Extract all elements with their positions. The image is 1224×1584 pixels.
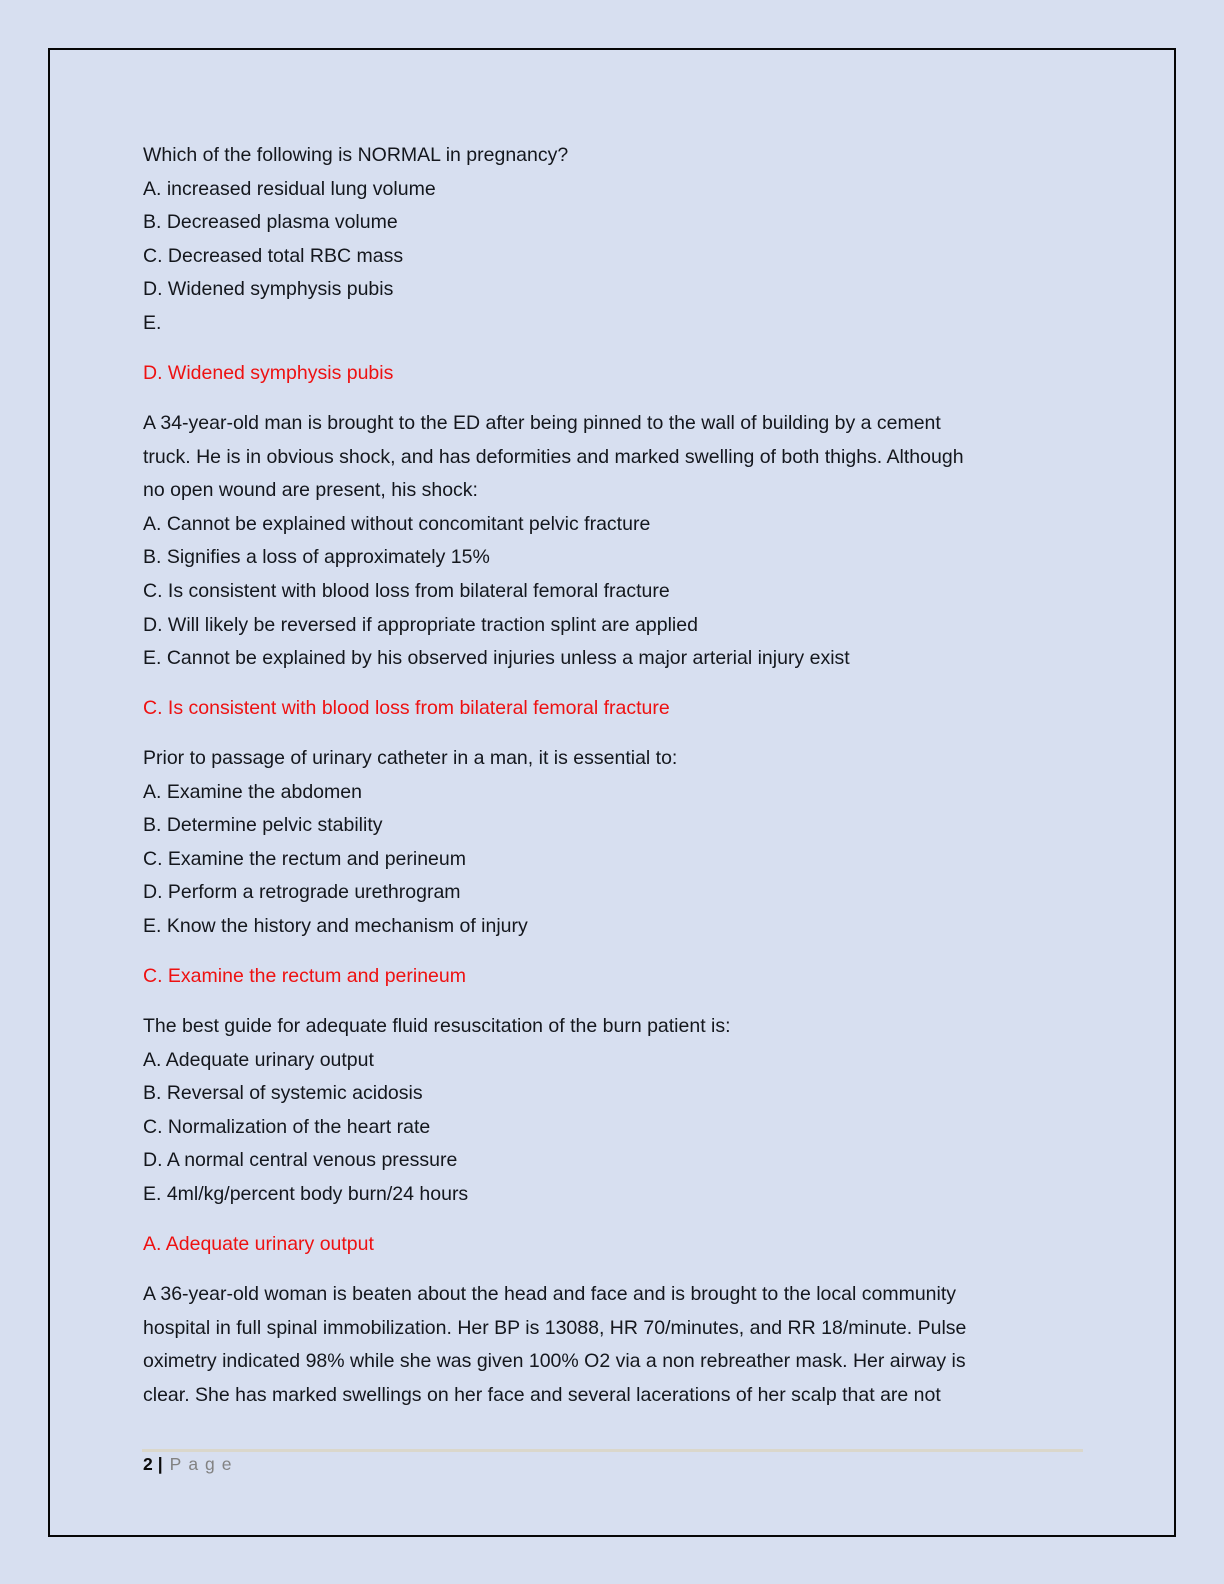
text-line: E. Cannot be explained by his observed injuries unless a major arterial injury exist bbox=[143, 647, 850, 670]
text-line: B. Reversal of systemic acidosis bbox=[143, 1082, 423, 1105]
question-paragraph bbox=[143, 742, 1143, 944]
question-paragraph bbox=[143, 407, 1143, 676]
text-line: B. Signifies a loss of approximately 15% bbox=[143, 546, 490, 569]
text-line: A. increased residual lung volume bbox=[143, 177, 436, 200]
page-footer bbox=[143, 1452, 239, 1476]
text-line: The best guide for adequate fluid resuscitation of the burn patient is: bbox=[143, 1015, 731, 1037]
text-line: A. Examine the abdomen bbox=[143, 780, 362, 803]
text-line: E. Know the history and mechanism of injury bbox=[143, 915, 528, 938]
text-line: A. Adequate urinary output bbox=[143, 1232, 374, 1255]
text-line: D. A normal central venous pressure bbox=[143, 1149, 458, 1172]
text-line: B. Decreased plasma volume bbox=[143, 211, 398, 234]
question-paragraph bbox=[143, 139, 1143, 341]
text-line: A. Adequate urinary output bbox=[143, 1048, 374, 1071]
answer-paragraph bbox=[143, 357, 1143, 391]
footer-page-label: Page bbox=[169, 1454, 239, 1474]
text-line: clear. She has marked swellings on her face and several lacerations of her scalp that are not bbox=[143, 1383, 941, 1406]
document-body bbox=[143, 139, 1143, 1429]
answer-paragraph bbox=[143, 960, 1143, 994]
footer-separator: | bbox=[157, 1454, 163, 1474]
text-line: no open wound are present, his shock: bbox=[143, 479, 478, 502]
text-line: C. Decreased total RBC mass bbox=[143, 244, 404, 267]
text-line: C. Normalization of the heart rate bbox=[143, 1115, 431, 1138]
footer-rule bbox=[142, 1449, 1083, 1452]
text-line: A. Cannot be explained without concomitant pelvic fracture bbox=[143, 512, 651, 535]
text-line: D. Widened symphysis pubis bbox=[143, 361, 394, 384]
question-paragraph bbox=[143, 1278, 1143, 1412]
text-line: B. Determine pelvic stability bbox=[143, 814, 383, 837]
text-line: oximetry indicated 98% while she was given 100% O2 via a non rebreather mask. Her airway is bbox=[143, 1350, 966, 1373]
text-line: Prior to passage of urinary catheter in a man, it is essential to: bbox=[143, 747, 678, 770]
question-paragraph bbox=[143, 1010, 1143, 1212]
text-line: D. Will likely be reversed if appropriate traction splint are applied bbox=[143, 613, 698, 636]
text-line: C. Examine the rectum and perineum bbox=[143, 965, 466, 988]
text-line: E. 4ml/kg/percent body burn/24 hours bbox=[143, 1182, 469, 1205]
text-line: C. Examine the rectum and perineum bbox=[143, 847, 466, 870]
text-line: A 34-year-old man is brought to the ED after being pinned to the wall of building by a cement bbox=[143, 411, 941, 434]
text-line: Which of the following is NORMAL in pregnancy? bbox=[143, 144, 569, 166]
text-line: hospital in full spinal immobilization. Her BP is 13088, HR 70/minutes, and RR 18/minute. Pulse bbox=[143, 1316, 967, 1339]
answer-paragraph bbox=[143, 692, 1143, 726]
text-line: A 36-year-old woman is beaten about the head and face and is brought to the local community bbox=[143, 1282, 957, 1305]
text-line: D. Perform a retrograde urethrogram bbox=[143, 881, 461, 904]
text-line: E. bbox=[143, 311, 162, 334]
text-line: C. Is consistent with blood loss from bilateral femoral fracture bbox=[143, 697, 670, 720]
answer-paragraph bbox=[143, 1228, 1143, 1262]
text-line: D. Widened symphysis pubis bbox=[143, 278, 394, 301]
text-line: truck. He is in obvious shock, and has deformities and marked swelling of both thighs. Although bbox=[143, 445, 964, 468]
page-number: 2 bbox=[143, 1454, 153, 1474]
text-line: C. Is consistent with blood loss from bilateral femoral fracture bbox=[143, 579, 670, 602]
